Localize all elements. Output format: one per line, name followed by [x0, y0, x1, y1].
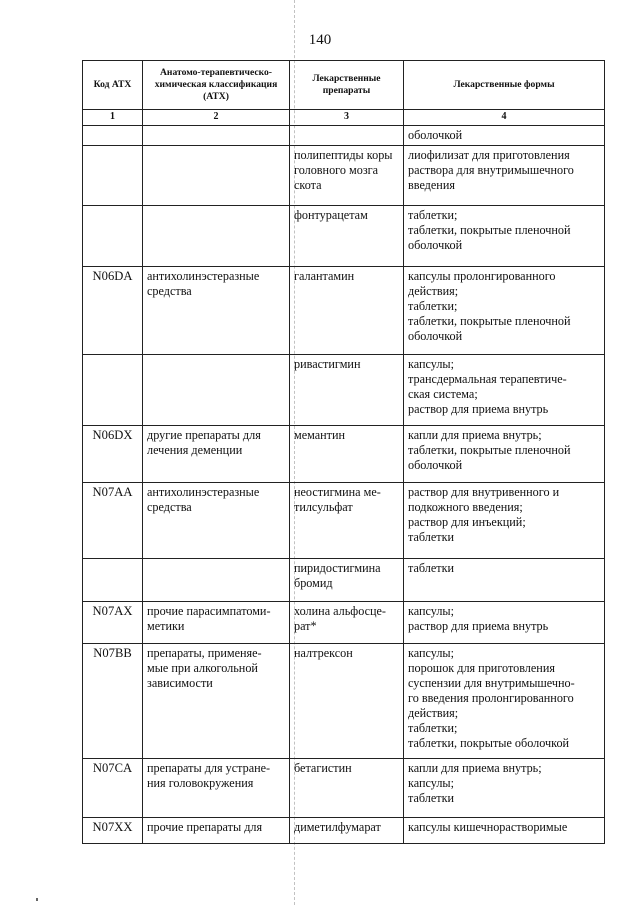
atc-code-cell	[83, 559, 143, 602]
drug-cell: галантамин	[290, 267, 404, 355]
atc-code-cell: N06DX	[83, 426, 143, 483]
atc-code-cell	[83, 146, 143, 206]
forms-cell: лиофилизат для приготовления раствора для внутримышечного введения	[404, 146, 605, 206]
forms-cell: капли для приема внутрь; капсулы; таблетки	[404, 759, 605, 818]
atc-code-cell: N07AA	[83, 483, 143, 559]
table-row	[83, 644, 605, 759]
column-number: 4	[404, 110, 605, 126]
table-row	[83, 818, 605, 844]
forms-cell: оболочкой	[404, 126, 605, 146]
classification-cell	[143, 126, 290, 146]
classification-cell	[143, 146, 290, 206]
table-row	[83, 146, 605, 206]
table-row	[83, 759, 605, 818]
classification-cell	[143, 559, 290, 602]
classification-cell	[143, 206, 290, 267]
atc-code-cell	[83, 206, 143, 267]
forms-cell: капли для приема внутрь; таблетки, покрытые пленочной оболочкой	[404, 426, 605, 483]
drug-cell: ривастигмин	[290, 355, 404, 426]
header-atc-classification: Анатомо-терапевтическо-химическая классификация (АТХ)	[143, 61, 290, 110]
classification-cell: антихолинэстеразные средства	[143, 267, 290, 355]
forms-cell: капсулы пролонгированного действия; таблетки; таблетки, покрытые пленочной оболочкой	[404, 267, 605, 355]
classification-cell: прочие препараты для	[143, 818, 290, 844]
classification-cell	[143, 355, 290, 426]
drug-cell: полипептиды коры головного мозга скота	[290, 146, 404, 206]
table-row	[83, 126, 605, 146]
header-atc-code: Код АТХ	[83, 61, 143, 110]
atc-code-cell: N07CA	[83, 759, 143, 818]
column-number-row	[83, 110, 605, 126]
forms-cell: капсулы; раствор для приема внутрь	[404, 602, 605, 644]
scan-speck	[36, 898, 38, 901]
atc-code-cell: N07AX	[83, 602, 143, 644]
drug-cell: налтрексон	[290, 644, 404, 759]
classification-cell: антихолинэстеразные средства	[143, 483, 290, 559]
column-number: 3	[290, 110, 404, 126]
drug-cell: пиридостигмина бромид	[290, 559, 404, 602]
table-row	[83, 602, 605, 644]
classification-cell: прочие парасимпатоми- метики	[143, 602, 290, 644]
table-row	[83, 559, 605, 602]
drug-cell: холина альфосце- рат*	[290, 602, 404, 644]
classification-cell: другие препараты для лечения деменции	[143, 426, 290, 483]
table-row	[83, 483, 605, 559]
atc-code-cell	[83, 126, 143, 146]
forms-cell: капсулы; трансдермальная терапевтиче- ская система; раствор для приема внутрь	[404, 355, 605, 426]
header-drugs: Лекарственные препараты	[290, 61, 404, 110]
column-number: 2	[143, 110, 290, 126]
table-row	[83, 267, 605, 355]
page-number: 140	[308, 32, 332, 48]
drug-cell: неостигмина ме- тилсульфат	[290, 483, 404, 559]
atc-code-cell: N06DA	[83, 267, 143, 355]
column-number: 1	[83, 110, 143, 126]
table-row	[83, 206, 605, 267]
header-dosage-forms: Лекарственные формы	[404, 61, 605, 110]
drug-cell: бетагистин	[290, 759, 404, 818]
table-row	[83, 355, 605, 426]
drug-cell: диметилфумарат	[290, 818, 404, 844]
drug-cell: мемантин	[290, 426, 404, 483]
atc-code-cell	[83, 355, 143, 426]
table-row	[83, 426, 605, 483]
forms-cell: капсулы; порошок для приготовления суспензии для внутримышечно- го введения пролонгированного действия; таблетки; таблетки, покрытые оболочкой	[404, 644, 605, 759]
classification-cell: препараты, применяе- мые при алкогольной зависимости	[143, 644, 290, 759]
atc-code-cell: N07XX	[83, 818, 143, 844]
classification-cell: препараты для устране- ния головокружения	[143, 759, 290, 818]
forms-cell: раствор для внутривенного и подкожного введения; раствор для инъекций; таблетки	[404, 483, 605, 559]
forms-cell: капсулы кишечнорастворимые	[404, 818, 605, 844]
drug-cell	[290, 126, 404, 146]
drug-cell: фонтурацетам	[290, 206, 404, 267]
table-header-row	[83, 61, 605, 110]
forms-cell: таблетки; таблетки, покрытые пленочной оболочкой	[404, 206, 605, 267]
forms-cell: таблетки	[404, 559, 605, 602]
atc-drug-table	[82, 60, 605, 844]
atc-code-cell: N07BB	[83, 644, 143, 759]
